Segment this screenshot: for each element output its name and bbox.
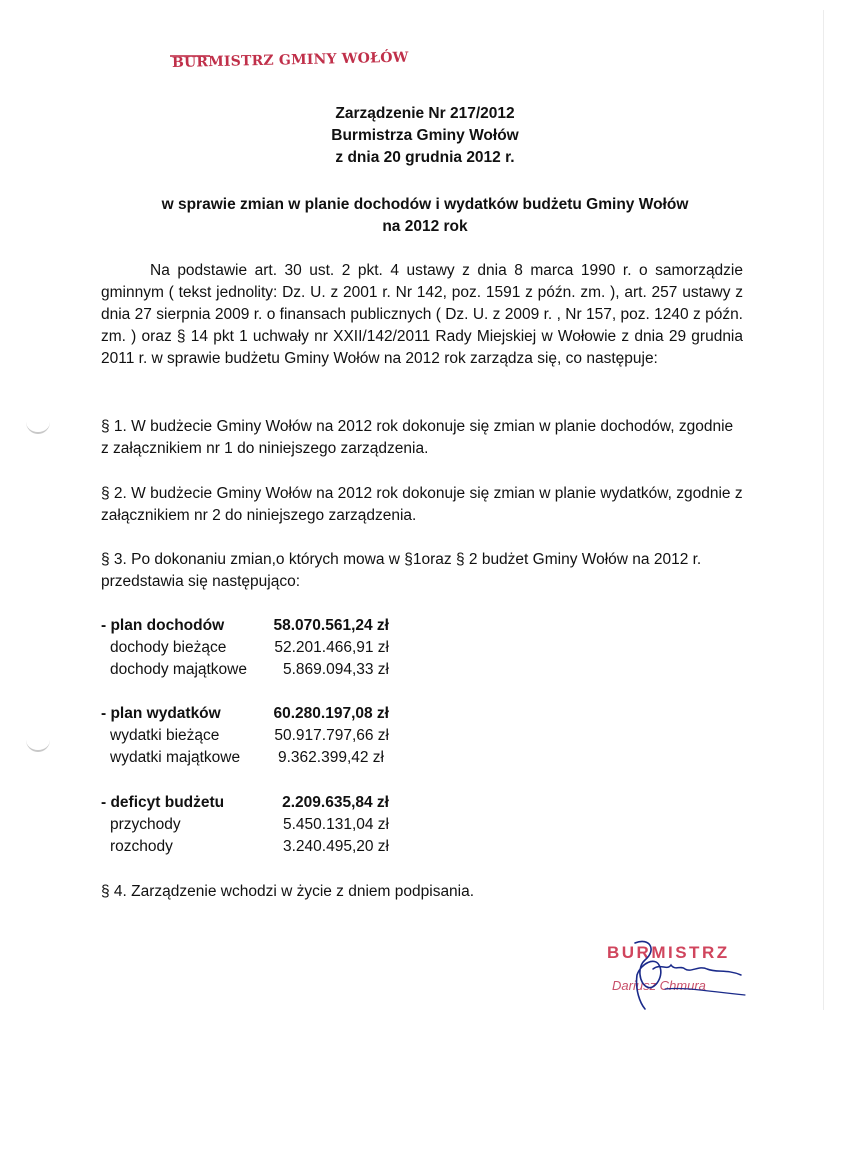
current-expense-label: wydatki bieżące — [110, 727, 220, 744]
subject-line-1: w sprawie zmian w planie dochodów i wydatków budżetu Gminy Wołów — [161, 196, 689, 213]
punch-hole-mark — [26, 728, 50, 752]
section-1: § 1. W budżecie Gminy Wołów na 2012 rok dokonuje się zmian w planie dochodów, zgodnie z załącznikiem nr 1 do niniejszego zarządzenia. — [101, 418, 734, 457]
income-plan-label: - plan dochodów — [101, 617, 225, 634]
deficit-value: 2.209.635,84 zł — [282, 794, 389, 811]
ordinance-number: Zarządzenie Nr 217/2012 — [335, 105, 515, 122]
capital-expense-label: wydatki majątkowe — [110, 749, 241, 766]
preamble: Na podstawie art. 30 ust. 2 pkt. 4 ustawy z dnia 8 marca 1990 r. o samorządzie gminnym ( tekst jednolity: Dz. U. z 2001 r. Nr 142, poz. 1591 z późn. zm. ), art. 257 ustawy z dnia 27 sierpnia 2009 r. o finansach publicznych ( Dz. U. z 2009 r. , Nr 157, poz. 1240 z późn. zm. ) oraz § 14 pkt 1 uchwały nr XXII/142/2011 Rady Miejskiej w Wołowie z dnia 29 grudnia 2011 r. w sprawie budżetu Gminy Wołów na 2012 rok zarządza się, co następuje: — [101, 262, 743, 367]
capital-income-value: 5.869.094,33 zł — [282, 661, 389, 678]
revenue-value: 5.450.131,04 zł — [282, 816, 389, 833]
current-expense-value: 50.917.797,66 zł — [274, 727, 389, 744]
section-4: § 4. Zarządzenie wchodzi w życie z dniem podpisania. — [101, 883, 475, 900]
outflow-label: rozchody — [110, 838, 173, 855]
subject-line-2: na 2012 rok — [382, 218, 468, 235]
signature-stamp-title: BURMISTRZ — [607, 943, 730, 962]
punch-hole-mark — [26, 410, 50, 434]
current-income-value: 52.201.466,91 zł — [274, 639, 389, 656]
section-3: § 3. Po dokonaniu zmian,o których mowa w §1oraz § 2 budżet Gminy Wołów na 2012 r. przedstawia się następująco: — [101, 551, 702, 590]
issuer: Burmistrza Gminy Wołów — [331, 127, 519, 144]
outflow-value: 3.240.495,20 zł — [282, 838, 389, 855]
expense-plan-label: - plan wydatków — [101, 705, 221, 722]
capital-expense-value: 9.362.399,42 zł — [277, 749, 384, 766]
office-stamp: BURMISTRZ GMINY WOŁÓW — [171, 49, 409, 71]
section-2: § 2. W budżecie Gminy Wołów na 2012 rok dokonuje się zmian w planie wydatków, zgodnie z załącznikiem nr 2 do niniejszego zarządzenia. — [101, 485, 743, 524]
signature-stamp-name: Dariusz Chmura — [612, 978, 706, 993]
handwritten-signature — [595, 935, 755, 1015]
capital-income-label: dochody majątkowe — [110, 661, 247, 678]
ordinance-date: z dnia 20 grudnia 2012 r. — [335, 149, 515, 166]
current-income-label: dochody bieżące — [110, 639, 227, 656]
expense-plan-value: 60.280.197,08 zł — [273, 705, 389, 722]
deficit-label: - deficyt budżetu — [101, 794, 225, 811]
revenue-label: przychody — [110, 816, 181, 833]
income-plan-value: 58.070.561,24 zł — [273, 617, 389, 634]
